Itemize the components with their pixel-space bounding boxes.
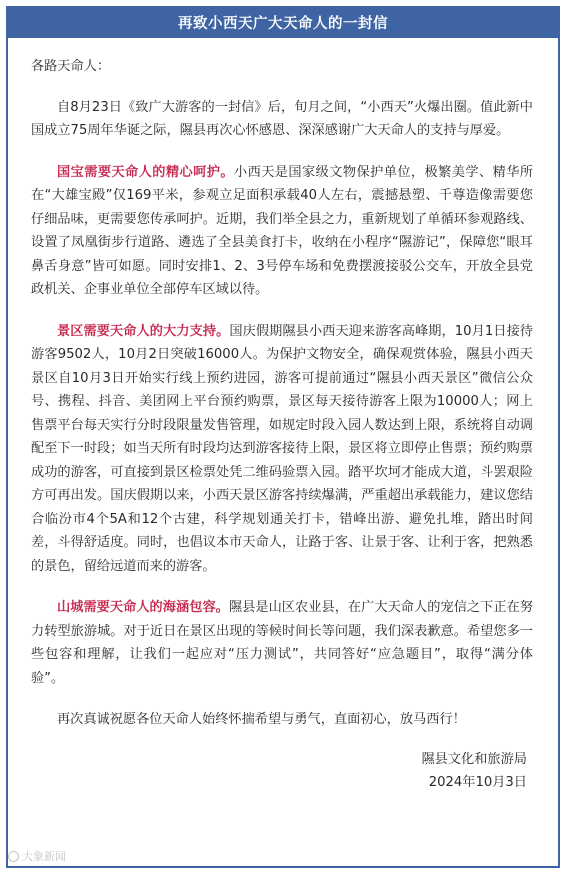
signature-org: 隰县文化和旅游局 [421, 751, 527, 767]
watermark [8, 848, 66, 864]
watermark-text: 大象新闻 [22, 850, 66, 863]
paragraph-text: 自8月23日《致广大游客的一封信》后，旬月之间，“小西天”火爆出圈。值此新中国成立75周年华诞之际，隰县再次心怀感恩、深深感谢广大天命人的支持与厚爱。 [31, 99, 533, 138]
title-bar [6, 6, 560, 38]
signature-date: 2024年10月3日 [428, 775, 527, 790]
letter-title: 再致小西天广大天命人的一封信 [178, 15, 388, 32]
paragraph-text: 国庆假期隰县小西天迎来游客高峰期，10月1日接待游客9502人，10月2日突破16000人。为保护文物安全，确保观赏体验，隰县小西天景区自10月3日开始实行线上预约进园，游客可提前通过“隰县小西天景区”微信公众号、携程、抖音、美团网上平台预约购票，景区每天接待游客上限为10000人；网上售票平台每天实行分时段限量发售管理，如规定时段入园人数达到上限，系统将自动调配至下一时段；如当天所有时段均达到游客接待上限，景区将立即停止售票；预约购票成功的游客，可直接到景区检票处凭二维码验票入园。踏平坎坷才能成大道，斗罢艰险方可再出发。国庆假期以来，小西天景区游客持续爆满，严重超出承载能力，建议您结合临汾市4个5A和12个古建，科学规划通关打卡，错峰出游、避免扎堆，踏出时间差，斗得舒适度。同时，也倡议本市天命人，让路于客、让景于客、让利于客，把熟悉的景色，留给远道而来的游客。 [31, 323, 534, 574]
watermark-logo-icon [8, 851, 19, 862]
paragraph-intro [31, 96, 533, 143]
paragraph-highlight: 国宝需要天命人的精心呵护。 [57, 164, 234, 180]
paragraph-highlight: 景区需要天命人的大力支持。 [57, 323, 230, 339]
paragraph-text: 小西天是国家级文物保护单位，极繁美学、精华所在“大雄宝殿”仅169平米，参观立足面积承载40人左右，震撼悬塑、千尊造像需要您仔细品味，更需要您传承呵护。近期，我们举全县之力，重新规划了单循环参观路线、设置了凤凰街步行道路、遴选了全县美食打卡，收纳在小程序“隰游记”，保障您“眼耳鼻舌身意”皆可如愿。同时安排1、2、3号停车场和免费摆渡接驳公交车，开放全县党政机关、企事业单位全部停车区域以待。 [31, 164, 534, 297]
paragraph-highlight: 山城需要天命人的海涵包容。 [57, 600, 229, 615]
paragraph-text: 隰县是山区农业县，在广大天命人的宠信之下正在努力转型旅游城。对于近日在景区出现的等候时间长等问题，我们深表歉意。希望您多一些包容和理解，让我们一起应对“压力测试”，共同答好“应急题目”，取得“满分体验”。 [31, 600, 534, 686]
paragraph-heritage [31, 161, 533, 302]
greeting: 各路天命人： [31, 59, 111, 74]
paragraph-mountain-city [31, 596, 533, 690]
paragraph-scenic-area [31, 320, 533, 579]
letter-body [31, 55, 533, 795]
closing-line: 再次真诚祝愿各位天命人始终怀揣希望与勇气，直面初心，放马西行！ [57, 712, 466, 727]
